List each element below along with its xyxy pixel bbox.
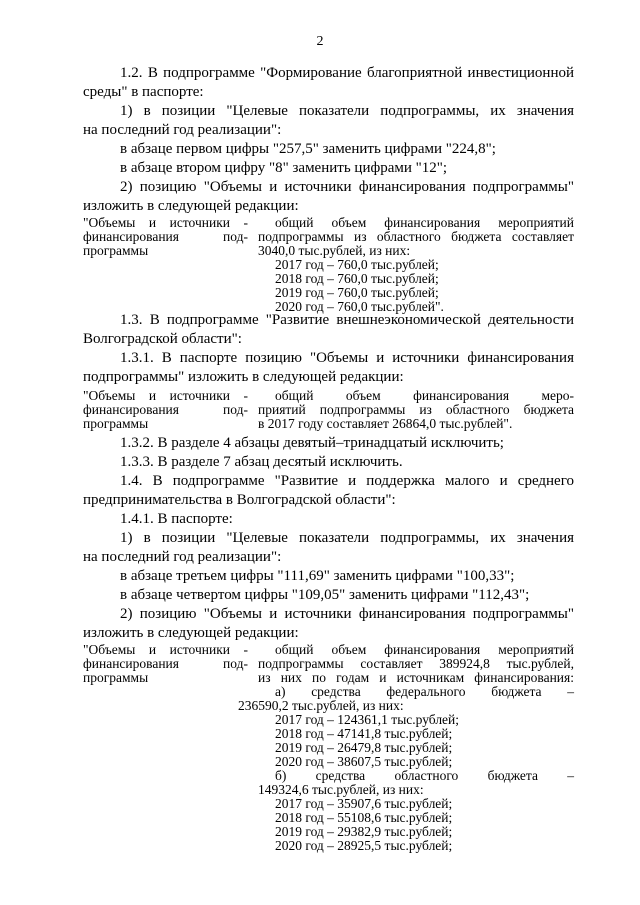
- paragraph: 1.3.1. В паспорте позицию "Объемы и источники финансирования: [120, 350, 574, 366]
- paragraph: в абзаце первом цифры "257,5" заменить цифрами "224,8";: [120, 141, 496, 157]
- paragraph: предпринимательства в Волгоградской области":: [83, 492, 396, 508]
- paragraph: 1.3. В подпрограмме "Развитие внешнеэкономической деятельности: [120, 312, 574, 328]
- table-right-cell: общий объем финансирования мероприятий подпрограммы из областного бюджета составляет 3040,0 тыс.рублей, из них: 2017 год – 760,0 тыс.рублей; 2018 год – 760,0 тыс.рублей; 2019 год – 760,0 тыс.рублей; 2020 год – 760,0 тыс.рублей".: [258, 215, 574, 314]
- table-right-cell: общий объем финансирования мероприятий подпрограммы составляет 389924,8 тыс.рублей, из них по годам и источникам финансирования: а) средства федерального бюджета – 236590,2 тыс.рублей, из них: 2017 год – 124361,1 тыс.рублей; 2018 год – 47141,8 тыс.рублей; 2019 год – 26479,8 тыс.рублей; 2020 год – 38607,5 тыс.рублей; б) средства областного бюджета – 149324,6 тыс.рублей, из них: 2017 год – 35907,6 тыс.рублей; 2018 год – 55108,6 тыс.рублей; 2019 год – 29382,9 тыс.рублей; 2020 год – 28925,5 тыс.рублей;: [238, 642, 574, 853]
- paragraph: 1.4.1. В паспорте:: [120, 511, 233, 527]
- paragraph: на последний год реализации":: [83, 549, 282, 565]
- table-right-cell: общий объем финансирования меро- приятий подпрограммы из областного бюджета в 2017 году составляет 26864,0 тыс.рублей".: [258, 388, 574, 431]
- paragraph: подпрограммы" изложить в следующей редакции:: [83, 369, 404, 385]
- paragraph: среды" в паспорте:: [83, 84, 204, 100]
- paragraph: 1) в позиции "Целевые показатели подпрограммы, их значения: [120, 530, 574, 546]
- paragraph: в абзаце третьем цифры "111,69" заменить цифрами "100,33";: [120, 568, 515, 584]
- paragraph: 1.3.2. В разделе 4 абзацы девятый–тринадцатый исключить;: [120, 435, 504, 451]
- paragraph: в абзаце четвертом цифры "109,05" заменить цифрами "112,43";: [120, 587, 530, 603]
- paragraph: 2) позицию "Объемы и источники финансирования подпрограммы": [120, 179, 574, 195]
- paragraph: Волгоградской области":: [83, 331, 242, 347]
- paragraph: на последний год реализации":: [83, 122, 282, 138]
- paragraph: 1.2. В подпрограмме "Формирование благоприятной инвестиционной: [120, 65, 574, 81]
- table-left-cell: "Объемы и источники - финансирования под- программы: [83, 642, 248, 685]
- paragraph: изложить в следующей редакции:: [83, 198, 299, 214]
- paragraph: в абзаце втором цифру "8" заменить цифрами "12";: [120, 160, 448, 176]
- paragraph: изложить в следующей редакции:: [83, 625, 299, 641]
- paragraph: 1.4. В подпрограмме "Развитие и поддержка малого и среднего: [120, 473, 574, 489]
- page-number: 2: [316, 34, 324, 49]
- table-left-cell: "Объемы и источники - финансирования под- программы: [83, 215, 248, 258]
- paragraph: 1) в позиции "Целевые показатели подпрограммы, их значения: [120, 103, 574, 119]
- paragraph: 2) позицию "Объемы и источники финансирования подпрограммы": [120, 606, 574, 622]
- paragraph: 1.3.3. В разделе 7 абзац десятый исключить.: [120, 454, 403, 470]
- table-left-cell: "Объемы и источники - финансирования под- программы: [83, 388, 248, 431]
